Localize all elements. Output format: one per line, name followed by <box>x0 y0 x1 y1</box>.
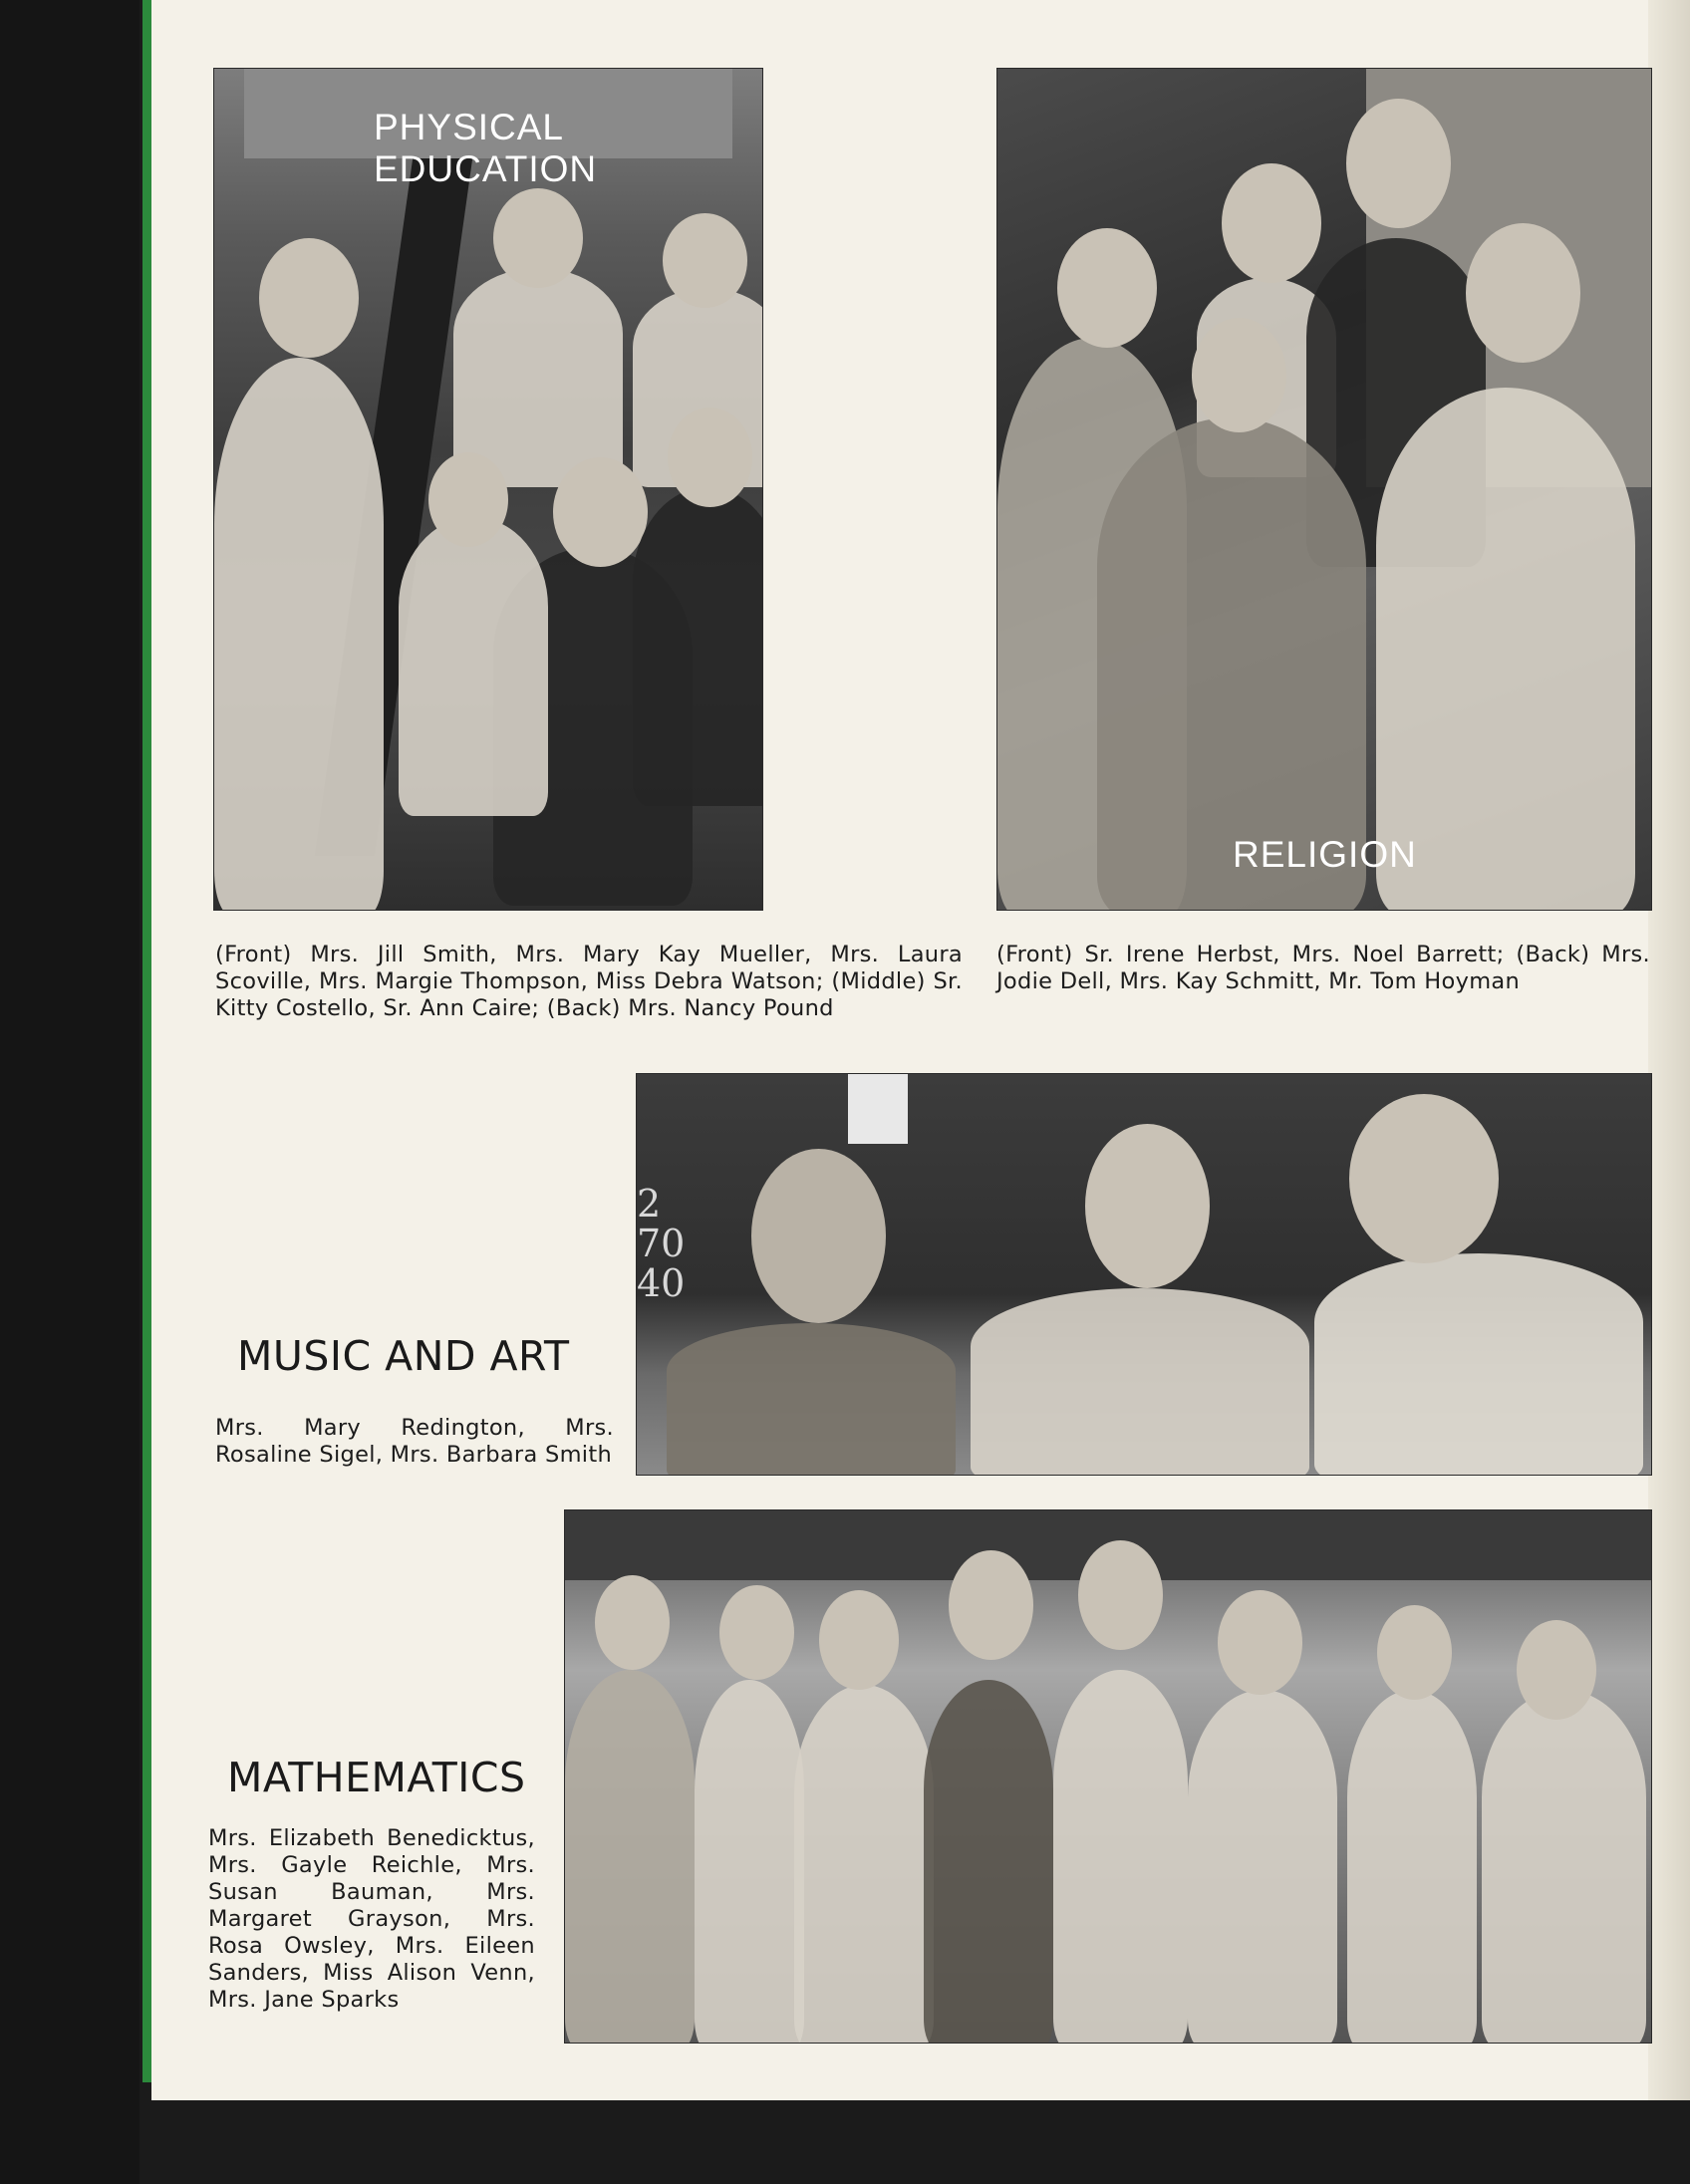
person-head <box>1377 1605 1452 1700</box>
person-figure <box>1376 388 1635 911</box>
person-head <box>1192 318 1286 432</box>
person-figure <box>695 1680 804 2044</box>
person-head <box>819 1590 899 1690</box>
physical-education-photo <box>213 68 763 911</box>
person-figure <box>1347 1690 1477 2044</box>
person-head <box>1085 1124 1210 1288</box>
person-head <box>428 452 508 547</box>
person-head <box>1057 228 1157 348</box>
mathematics-caption: Mrs. Elizabeth Benedicktus, Mrs. Gayle Reichle, Mrs. Susan Bauman, Mrs. Margaret Grayson, Mrs. Rosa Owsley, Mrs. Eileen Sanders, Miss Alison Venn, Mrs. Jane Sparks <box>208 1825 535 2013</box>
person-figure <box>565 1670 695 2044</box>
religion-label: RELIGION <box>1233 834 1417 875</box>
person-head <box>663 213 747 308</box>
music-and-art-title: MUSIC AND ART <box>237 1332 570 1380</box>
person-head <box>949 1550 1033 1660</box>
religion-photo <box>996 68 1652 911</box>
person-head <box>259 238 359 358</box>
person-figure <box>1482 1690 1646 2044</box>
person-head <box>493 188 583 288</box>
person-figure <box>633 487 763 806</box>
person-head <box>1218 1590 1302 1695</box>
person-head <box>1517 1620 1596 1720</box>
person-head <box>1346 99 1451 228</box>
chalkboard-writing: 2 70 40 <box>637 1182 686 1305</box>
person-figure <box>924 1680 1053 2044</box>
person-head <box>1349 1094 1499 1263</box>
person-figure <box>1188 1690 1337 2044</box>
person-head <box>751 1149 886 1323</box>
person-figure <box>1314 1253 1643 1476</box>
yearbook-page <box>151 0 1690 2100</box>
person-head <box>595 1575 670 1670</box>
person-figure <box>399 517 548 816</box>
mathematics-title: MATHEMATICS <box>227 1754 526 1801</box>
person-figure <box>971 1288 1309 1476</box>
person-figure <box>214 358 384 911</box>
person-head <box>719 1585 794 1680</box>
person-head <box>1078 1540 1163 1650</box>
paper-on-board <box>848 1074 908 1144</box>
person-head <box>1466 223 1580 363</box>
person-figure <box>667 1323 956 1476</box>
book-binding-shadow <box>0 0 140 2184</box>
physical-education-caption: (Front) Mrs. Jill Smith, Mrs. Mary Kay Mueller, Mrs. Laura Scoville, Mrs. Margie Thompson, Miss Debra Watson; (Middle) Sr. Kitty Costello, Sr. Ann Caire; (Back) Mrs. Nancy Pound <box>215 942 963 1021</box>
person-head <box>668 408 752 507</box>
mathematics-photo <box>564 1509 1652 2044</box>
person-head <box>553 457 648 567</box>
physical-education-label: PHYSICAL EDUCATION <box>374 107 598 189</box>
music-and-art-caption: Mrs. Mary Redington, Mrs. Rosaline Sigel, Mrs. Barbara Smith <box>215 1415 614 1468</box>
page-gutter-shade <box>1648 0 1690 2100</box>
person-figure <box>1053 1670 1188 2044</box>
person-figure <box>794 1685 934 2044</box>
person-head <box>1222 163 1321 283</box>
music-and-art-photo <box>636 1073 1652 1476</box>
religion-caption: (Front) Sr. Irene Herbst, Mrs. Noel Barrett; (Back) Mrs. Jodie Dell, Mrs. Kay Schmitt, Mr. Tom Hoyman <box>996 942 1650 994</box>
